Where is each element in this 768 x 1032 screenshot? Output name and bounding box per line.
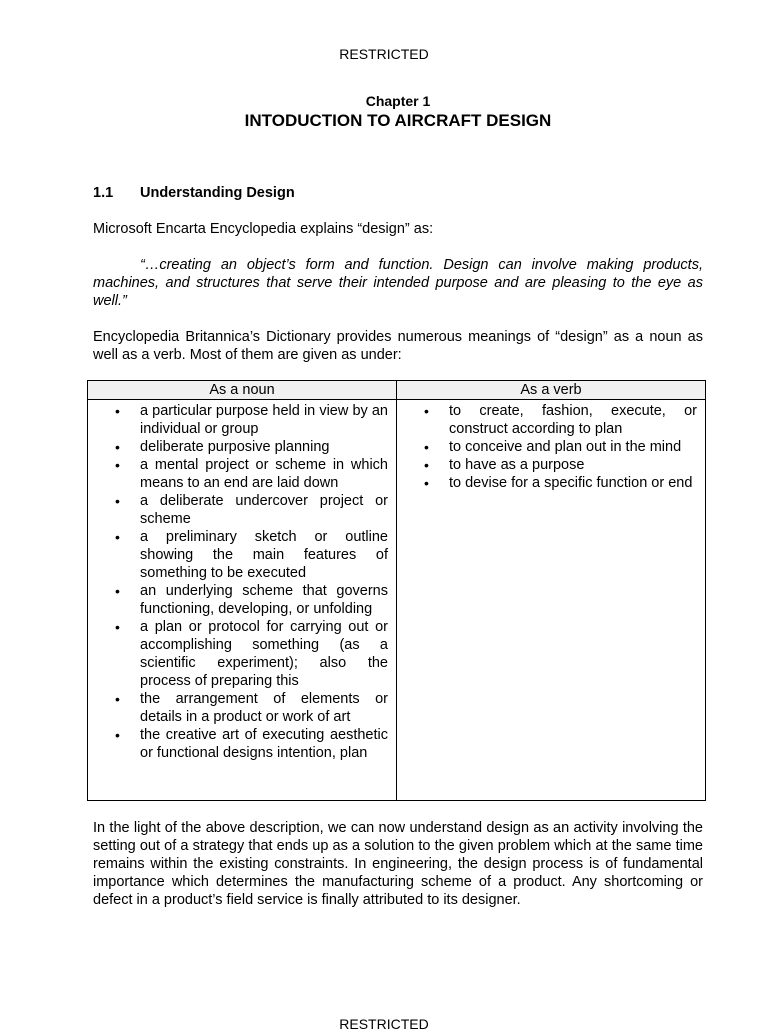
list-item-text: a mental project or scheme in which means to an end are laid down xyxy=(140,457,388,491)
bullet-icon: • xyxy=(115,529,120,545)
list-item xyxy=(88,582,396,618)
list-item-text: an underlying scheme that governs functioning, developing, or unfolding xyxy=(140,583,388,617)
bullet-icon: • xyxy=(115,583,120,599)
bullet-icon: • xyxy=(424,439,429,455)
footer-restricted-label: RESTRICTED xyxy=(339,1016,429,1032)
verb-cell xyxy=(397,400,706,801)
design-meanings-table xyxy=(87,380,706,801)
bullet-icon: • xyxy=(115,403,120,419)
list-item xyxy=(88,726,396,762)
section-title: Understanding Design xyxy=(140,185,295,201)
list-item-text: to have as a purpose xyxy=(449,457,585,473)
encarta-quote: “…creating an object’s form and function. Design can involve making products, machines, and structures that serve their intended purpose and are pleasing to the eye as well.” xyxy=(93,257,703,309)
bullet-icon: • xyxy=(424,403,429,419)
noun-list xyxy=(88,402,396,762)
list-item-text: to conceive and plan out in the mind xyxy=(449,439,682,455)
list-item xyxy=(88,618,396,690)
list-item xyxy=(88,690,396,726)
list-item-text: to create, fashion, execute, or construct according to plan xyxy=(449,403,697,437)
list-item-text: the creative art of executing aesthetic or functional designs intention, plan xyxy=(140,727,388,761)
list-item xyxy=(397,474,705,492)
bullet-icon: • xyxy=(115,619,120,635)
bullet-icon: • xyxy=(424,475,429,491)
bullet-icon: • xyxy=(115,439,120,455)
chapter-title: INTODUCTION TO AIRCRAFT DESIGN xyxy=(244,111,552,130)
bullet-icon: • xyxy=(115,493,120,509)
list-item xyxy=(88,528,396,582)
list-item-text: a deliberate undercover project or scheme xyxy=(140,493,388,527)
bullet-icon: • xyxy=(424,457,429,473)
conclusion-paragraph: In the light of the above description, we can now understand design as an activity involving the setting out of a strategy that ends up as a solution to the given problem which at the same time remains within the existing constraints. In engineering, the design process is of fundamental importance which determines the manufacturing scheme of a product. Any shortcoming or defect in a product’s field service is finally attributed to its designer. xyxy=(93,820,703,908)
table-body-row xyxy=(88,400,706,801)
verb-column-header: As a verb xyxy=(397,381,706,400)
bullet-icon: • xyxy=(115,457,120,473)
noun-cell xyxy=(88,400,397,801)
section-heading xyxy=(93,185,295,201)
list-item xyxy=(88,492,396,528)
section-number: 1.1 xyxy=(93,185,114,201)
list-item xyxy=(397,402,705,438)
list-item-text: a preliminary sketch or outline showing the main features of something to be executed xyxy=(140,529,388,581)
verb-list xyxy=(397,402,705,492)
list-item-text: deliberate purposive planning xyxy=(140,439,330,455)
britannica-paragraph: Encyclopedia Britannica’s Dictionary provides numerous meanings of “design” as a noun as well as a verb. Most of them are given as under: xyxy=(93,329,703,363)
list-item xyxy=(88,402,396,438)
list-item xyxy=(88,438,396,456)
bullet-icon: • xyxy=(115,727,120,743)
list-item xyxy=(88,456,396,492)
list-item-text: to devise for a specific function or end xyxy=(449,475,693,491)
bullet-icon: • xyxy=(115,691,120,707)
list-item-text: the arrangement of elements or details in a product or work of art xyxy=(140,691,388,725)
list-item xyxy=(397,438,705,456)
noun-column-header: As a noun xyxy=(88,381,397,400)
list-item-text: a plan or protocol for carrying out or accomplishing something (as a scientific experiment); also the process of preparing this xyxy=(140,619,388,689)
header-restricted-label: RESTRICTED xyxy=(339,46,429,62)
table-header-row xyxy=(88,381,706,400)
list-item xyxy=(397,456,705,474)
intro-paragraph: Microsoft Encarta Encyclopedia explains “design” as: xyxy=(93,221,434,237)
chapter-label: Chapter 1 xyxy=(365,93,431,109)
list-item-text: a particular purpose held in view by an individual or group xyxy=(140,403,388,437)
